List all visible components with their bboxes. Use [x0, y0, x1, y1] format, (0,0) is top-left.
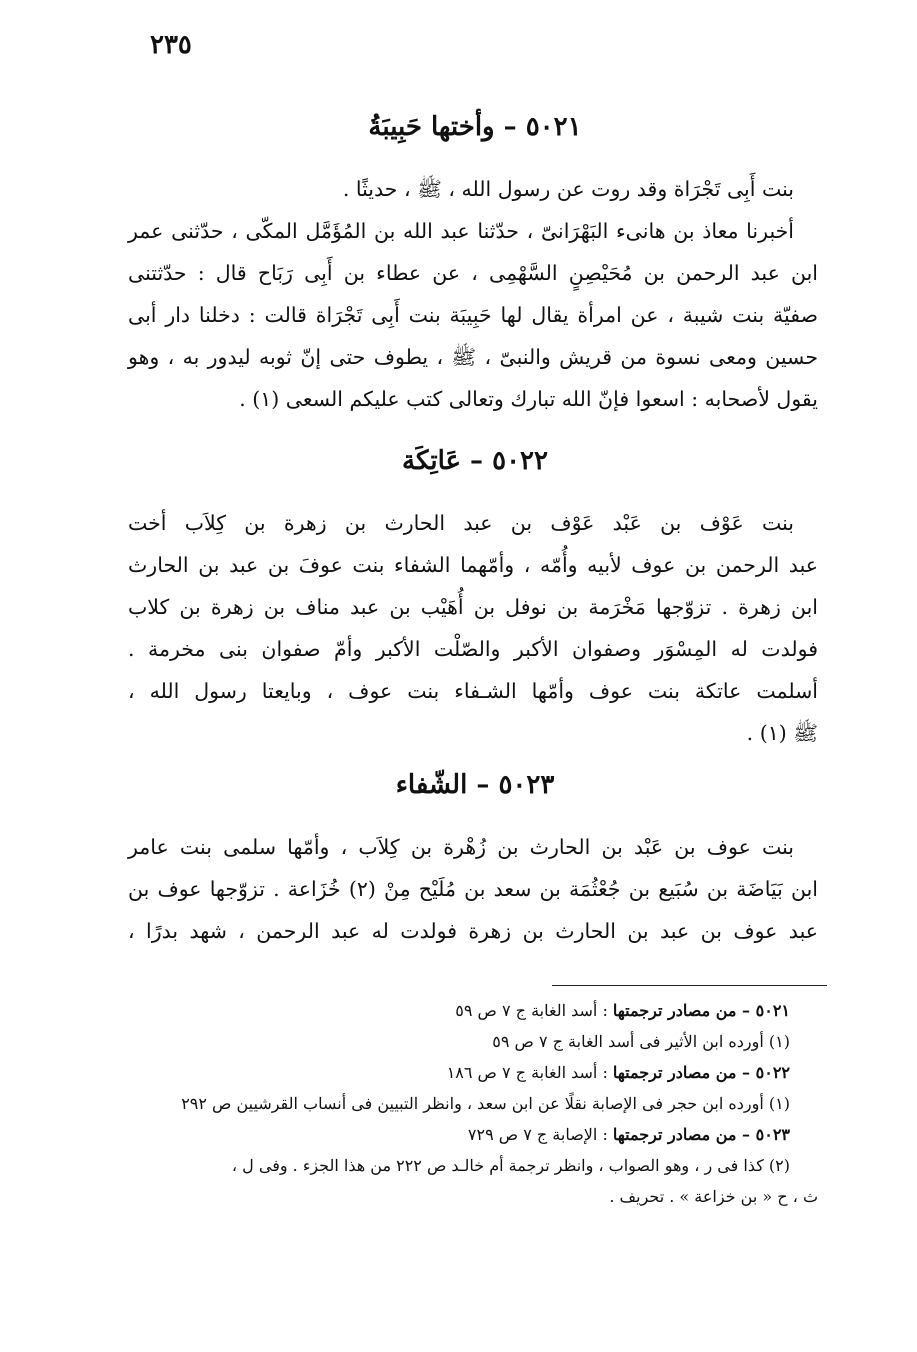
text-line: بنت أَبِى تَجْرَاة وقد روت عن رسول الله ، ﷺ ، حديثًا . — [342, 177, 794, 201]
text-line: صفيّة بنت شيبة ، عن امرأة يقال لها حَبِيبَة بنت أَبِى تَجْرَاة قالت : دخلنا دار أبى — [128, 303, 818, 327]
text-line: ابن عبد الرحمن بن مُحَيْصِنٍ السَّهْمِى ، عن عطاء بن أَبِى رَبَاح قال : حدّثتنى — [128, 261, 818, 285]
footnote-5021-1: (١) أورده ابن الأثير فى أسد الغابة ج ٧ ص ٥٩ — [492, 1032, 790, 1051]
footnote-text: : أسد الغابة ج ٧ ص ١٨٦ — [446, 1063, 613, 1082]
page-number: ٢٣٥ — [150, 30, 192, 60]
footnote-source-5022 — [128, 1057, 818, 1088]
text-line: حسين ومعى نسوة من قريش والنبىّ ، ﷺ ، يطوف حتى إنّ ثوبه ليدور به ، وهو — [128, 345, 818, 369]
footnote-5023-2: (٢) كذا فى ر ، وهو الصواب ، وانظر ترجمة أم خالـد ص ٢٢٢ من هذا الجزء . وفى ل ، — [231, 1156, 790, 1175]
footnote-text: : أسد الغابة ج ٧ ص ٥٩ — [455, 1001, 613, 1020]
footnote-label: ٥٠٢١ – من مصادر ترجمتها — [612, 1001, 790, 1020]
text-line: بنت عَوْف بن عَبْد عَوْف بن عبد الحارث بن زهرة بن كِلاَب أخت — [128, 511, 794, 535]
entry-heading-5021: ٥٠٢١ – وأختها حَبِيبَةُ — [368, 112, 582, 142]
text-line: ابن بَيَاضَة بن سُبَيع بن جُعْثُمَة بن سعد بن مُلَيْح مِنْ (٢) خُزَاعة . تزوّجها عوف بن — [128, 877, 818, 901]
text-line: فولدت له المِسْوَر وصفوان الأكبر والصّلْت الأكبر وأمّ صفوان بنى مخرمة . — [128, 637, 818, 661]
text-line: أسلمت عاتكة بنت عوف وأمّها الشـفاء بنت عوف ، وبايعتا رسول الله ، — [128, 679, 818, 703]
footnote-label: ٥٠٢٣ – من مصادر ترجمتها — [612, 1125, 790, 1144]
entry-5021-hadith — [128, 210, 818, 420]
entry-heading-5022: ٥٠٢٢ – عَاتِكَة — [402, 446, 548, 476]
footnote-label: ٥٠٢٢ – من مصادر ترجمتها — [612, 1063, 790, 1082]
footnote-separator — [552, 985, 827, 986]
entry-heading-5023: ٥٠٢٣ – الشّفاء — [395, 770, 555, 800]
text-line: ﷺ (١) . — [746, 721, 818, 745]
footnote-text: : الإصابة ج ٧ ص ٧٢٩ — [467, 1125, 613, 1144]
entry-5023-body — [128, 826, 818, 952]
text-line: أخبرنا معاذ بن هانىء البَهْرَانىّ ، حدّثنا عبد الله بن المُؤَمَّل المكّى ، حدّثنى عمر — [128, 219, 794, 243]
footnote-5022-1: (١) أورده ابن حجر فى الإصابة نقلًا عن ابن سعد ، وانظر التبيين فى أنساب القرشيين ص ٢٩٢ — [181, 1094, 790, 1113]
footnote-5023-2-continued: ث ، ح « بن خزاعة » . تحريف . — [609, 1187, 818, 1206]
text-line: ابن زهرة . تزوّجها مَخْرَمة بن نوفل بن أُهَيْب بن عبد مناف بن زهرة بن كلاب — [128, 595, 818, 619]
text-line: عبد الرحمن بن عوف لأبيه وأُمّه ، وأمّهما الشفاء بنت عوفَ بن عبد بن الحارث — [128, 553, 818, 577]
footnote-source-5021 — [128, 995, 818, 1026]
text-line: بنت عوف بن عَبْد بن الحارث بن زُهْرة بن كِلاَب ، وأمّها سلمى بنت عامر — [128, 835, 794, 859]
footnote-source-5023 — [128, 1119, 818, 1150]
footnotes — [128, 995, 818, 1212]
entry-5021-intro — [128, 168, 818, 210]
entry-5022-body — [128, 502, 818, 754]
text-line: عبد عوف بن عبد بن الحارث بن زهرة فولدت له عبد الرحمن ، شهد بدرًا ، — [128, 919, 818, 943]
text-line: يقول لأصحابه : اسعوا فإنّ الله تبارك وتعالى كتب عليكم السعى (١) . — [239, 387, 818, 411]
